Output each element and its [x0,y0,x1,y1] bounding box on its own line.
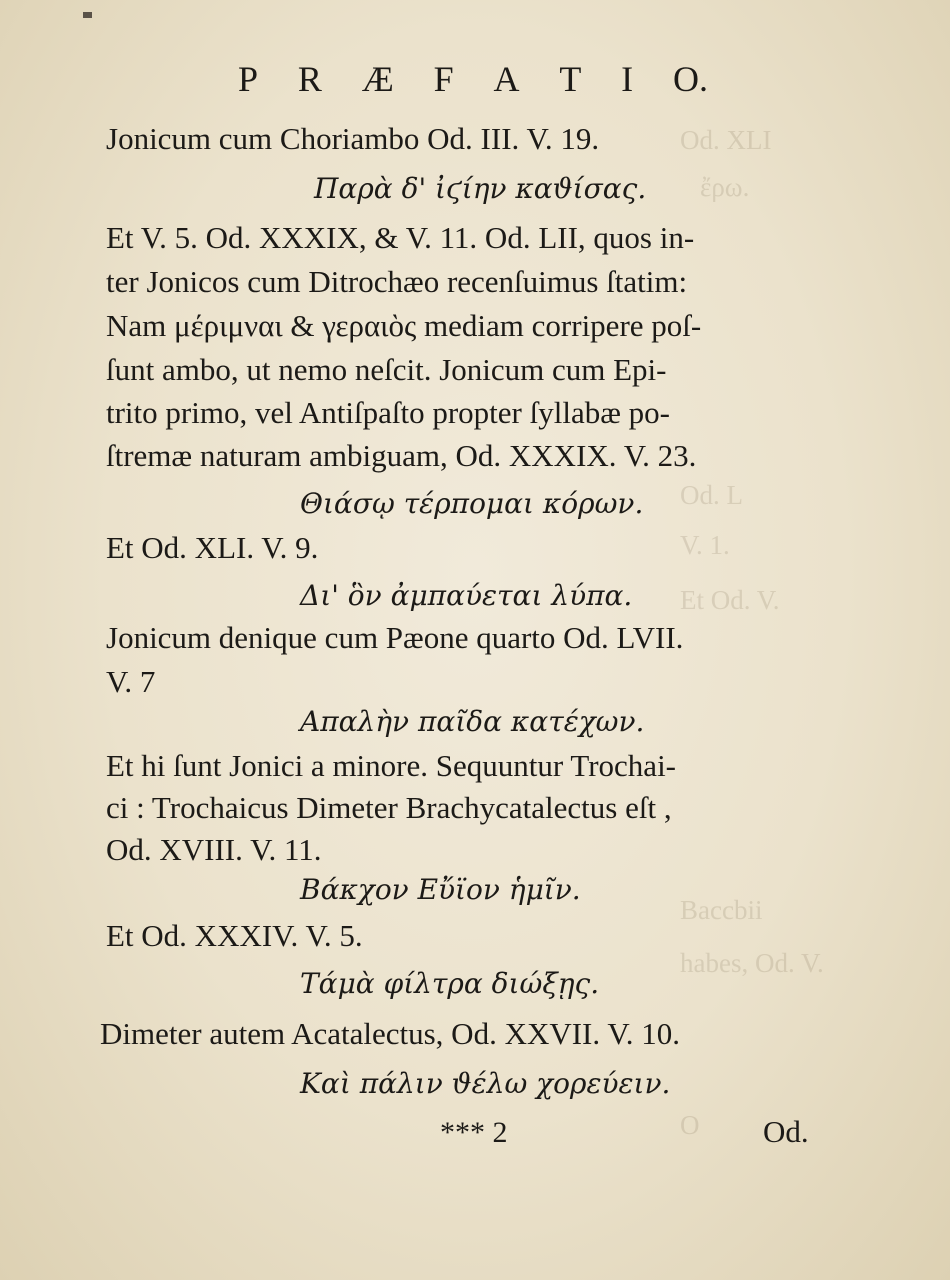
catchword: Od. [763,1114,809,1149]
text-line: Et Od. XLI. V. 9. [106,530,319,565]
greek-verse: Θιάσῳ τέρπομαι κόρων. [300,487,644,520]
header-letter: I [621,59,634,99]
bleed-through-text: O [680,1110,700,1140]
signature-mark: *** 2 [440,1116,508,1149]
header-letter: R [297,59,322,99]
greek-verse: Δι' ὃν ἀμπαύεται λύπα. [300,579,633,612]
header-letter: A [493,59,520,99]
bleed-through-text: habes, Od. V. [680,948,824,978]
header-letter: P [238,59,259,99]
text-line: V. 7 [106,664,156,699]
text-line: trito primo, vel Antiſpaſto propter ſyllabæ po- [106,395,670,430]
header-letter: T [559,59,582,99]
greek-verse: Παρὰ δ' ἰϛίην καϑίσας. [314,172,647,205]
greek-verse: Απαλὴν παῖδα κατέχων. [300,705,645,738]
bleed-through-text: Od. XLI [680,125,772,155]
greek-verse: Καὶ πάλιν ϑέλω χορεύειν. [300,1067,671,1100]
bleed-through-text: Od. L [680,480,743,510]
greek-verse: Τάμὰ φίλτρα διώξῃς. [300,967,600,1000]
bleed-through-text: Baccbii [680,895,763,925]
text-line: Et V. 5. Od. XXXIX, & V. 11. Od. LII, quos in- [106,220,695,255]
text-line: Jonicum denique cum Pæone quarto Od. LVII. [106,620,684,655]
text-line: ſtremæ naturam ambiguam, Od. XXXIX. V. 23. [106,438,697,473]
bleed-through-text: ἔρω. [700,172,750,202]
text-line: ter Jonicos cum Ditrochæo recenſuimus ſtatim: [106,264,688,299]
text-line: ci : Trochaicus Dimeter Brachycatalectus eſt , [106,790,672,825]
text-line: Jonicum cum Choriambo Od. III. V. 19. [106,121,600,156]
ink-mark [83,12,92,18]
text-line: Et Od. XXXIV. V. 5. [106,918,363,953]
text-line: ſunt ambo, ut nemo neſcit. Jonicum cum Epi- [106,352,667,387]
header-letter: Æ [361,59,394,99]
text-line: Od. XVIII. V. 11. [106,832,322,867]
running-header [238,58,708,100]
greek-verse: Βάκχον Εὔϊον ἡμῖν. [300,873,581,906]
header-letter: O. [673,59,708,99]
bleed-through-text: V. 1. [680,530,730,560]
text-line: Et hi ſunt Jonici a minore. Sequuntur Trochai- [106,748,677,783]
text-line: Nam μέριμναι & γεραιὸς mediam corripere poſ- [106,308,702,343]
bleed-through-text: Et Od. V. [680,585,780,615]
header-letter: F [433,59,454,99]
text-line: Dimeter autem Acatalectus, Od. XXVII. V. 10. [100,1016,680,1051]
